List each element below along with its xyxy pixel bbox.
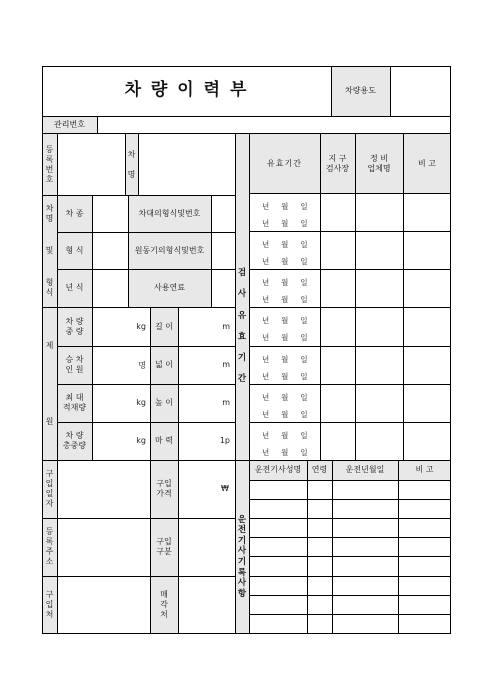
car-name-value-cell[interactable] <box>138 134 235 195</box>
engine-type-label: 원동기의형식및번호 <box>134 245 205 255</box>
inspection-side-label: 검 사 유 효 기 간 <box>237 268 247 385</box>
inspection-date-5-2: 년 월 일 <box>262 372 308 381</box>
inspection-date-2-2: 년 월 일 <box>262 257 308 266</box>
inspection-date-1-1: 년 월 일 <box>262 202 308 211</box>
capacity-unit: 명 <box>138 361 146 370</box>
purchase-place-cell[interactable] <box>57 576 150 634</box>
reg-no-value-cell[interactable] <box>57 134 125 195</box>
width-label: 넓 이 <box>155 360 173 369</box>
type-values-cell[interactable] <box>92 195 128 307</box>
purchase-price-label: 구입 가격 <box>156 479 172 498</box>
driver-side-label: 운 전 기 사 기 록 사 항 <box>237 514 247 599</box>
inspection-date-3-1: 년 월 일 <box>262 278 308 287</box>
form-title: 차 량 이 력 부 <box>124 80 249 101</box>
reg-address-cell[interactable] <box>57 518 150 576</box>
group-car-name: 차 명 <box>45 203 54 223</box>
weight-label: 차 량 중 량 <box>65 316 84 336</box>
purchase-date-cell[interactable] <box>57 460 150 518</box>
inspection-date-6-1: 년 월 일 <box>262 393 308 402</box>
mgmt-no-label: 관리번호 <box>54 119 85 129</box>
purchase-type-label: 구입 구분 <box>156 537 172 556</box>
height-label: 높 이 <box>155 398 173 407</box>
mgmt-no-value-cell[interactable] <box>97 116 451 133</box>
sale-label: 매 각 처 <box>160 590 168 619</box>
chassis-type-label: 차대의형식및번호 <box>138 208 201 218</box>
validity-header: 유효기간 <box>267 158 302 168</box>
district-header: 지 구 검사장 <box>325 153 350 173</box>
purpose-label: 차량용도 <box>345 86 376 95</box>
remark-header: 비 고 <box>418 158 436 168</box>
inspection-date-7-2: 년 월 일 <box>262 448 308 457</box>
fuel-label: 사용연료 <box>154 283 185 292</box>
reg-no-label: 등 록 번 호 <box>45 144 54 184</box>
group-model: 및 <box>45 245 54 255</box>
won-sign: ₩ <box>221 484 229 493</box>
gross-unit: kg <box>136 436 146 445</box>
max-load-unit: kg <box>136 398 146 407</box>
length-label: 길 이 <box>155 321 173 331</box>
inspection-date-2-1: 년 월 일 <box>262 240 308 249</box>
driver-age-header: 연령 <box>311 465 328 474</box>
inspection-date-4-2: 년 월 일 <box>262 333 308 342</box>
inspection-date-5-1: 년 월 일 <box>262 355 308 364</box>
group-type: 형 식 <box>45 278 54 297</box>
power-label: 마 력 <box>155 436 173 445</box>
group-specs: 제 <box>45 340 54 350</box>
type-label: 차 종 <box>65 208 84 218</box>
power-unit: 1p <box>219 436 230 445</box>
width-unit: m <box>222 360 230 369</box>
weight-unit: kg <box>136 322 146 331</box>
length-unit: m <box>222 322 230 331</box>
purchase-date-label: 구 입 일 자 <box>45 469 54 508</box>
inspection-date-4-1: 년 월 일 <box>262 316 308 325</box>
inspection-date-1-2: 년 월 일 <box>262 219 308 228</box>
reg-address-label: 등 록 주 소 <box>45 527 54 566</box>
inspection-date-3-2: 년 월 일 <box>262 295 308 304</box>
car-name-label: 차 명 <box>127 149 136 179</box>
driver-remark-header: 비 고 <box>415 465 434 474</box>
inspection-date-6-2: 년 월 일 <box>262 410 308 419</box>
max-load-label: 최 대 적재량 <box>62 393 87 412</box>
chassis-values-cell[interactable] <box>211 195 235 307</box>
repair-header: 정 비 업체명 <box>367 153 391 173</box>
year-label: 년 식 <box>65 283 84 292</box>
purpose-value-cell[interactable] <box>390 66 451 116</box>
driver-date-header: 운전년월일 <box>345 465 385 474</box>
group-specs-2: 원 <box>45 417 54 426</box>
purchase-place-label: 구 입 처 <box>45 590 54 619</box>
form-label: 형 식 <box>65 245 84 255</box>
driver-name-header: 운전기사성명 <box>254 465 302 474</box>
height-unit: m <box>222 398 230 407</box>
inspection-date-7-1: 년 월 일 <box>262 431 308 440</box>
capacity-label: 승 차 인 원 <box>65 355 84 374</box>
gross-weight-label: 차 량 총중량 <box>62 431 87 450</box>
